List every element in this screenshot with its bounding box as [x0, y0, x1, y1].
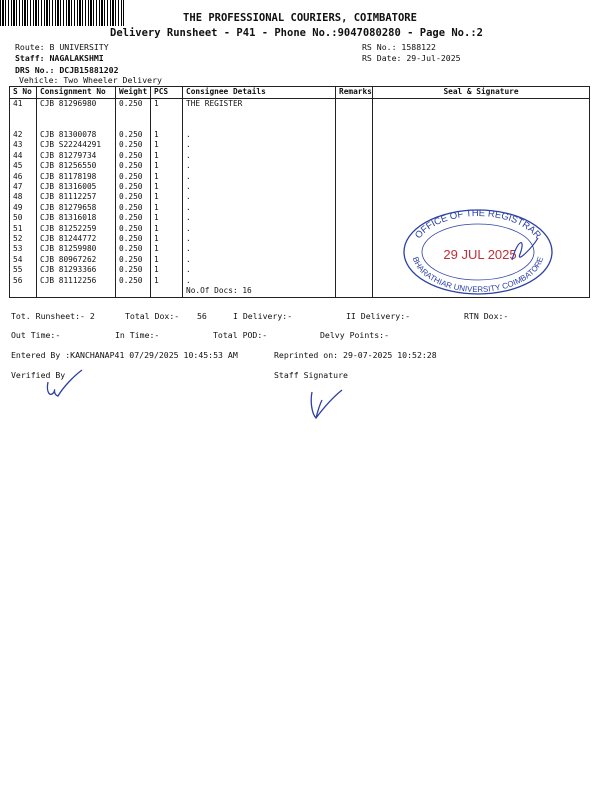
cell-remarks [336, 172, 373, 182]
total-pod: Total POD:- [213, 330, 268, 340]
rtn-dox: RTN Dox:- [464, 311, 509, 321]
cell-weight: 0.250 [116, 161, 151, 171]
cell-seal-signature [373, 192, 590, 202]
cell-pcs: 1 [151, 213, 183, 223]
cell-weight: 0.250 [116, 265, 151, 275]
cell-remarks [336, 99, 373, 131]
col-pcs: PCS [151, 87, 183, 99]
cell-blank [151, 286, 183, 297]
table-row [10, 172, 590, 182]
table-row [10, 99, 590, 131]
cell-pcs: 1 [151, 265, 183, 275]
cell-consignment-no: CJB 81112257 [37, 192, 116, 202]
col-consignee: Consignee Details [183, 87, 336, 99]
cell-sno: 52 [10, 234, 37, 244]
cell-consignment-no: CJB 81279734 [37, 151, 116, 161]
cell-remarks [336, 130, 373, 140]
no-of-docs: No.Of Docs: 16 [183, 286, 336, 297]
col-seal-signature: Seal & Signature [373, 87, 590, 99]
cell-pcs: 1 [151, 234, 183, 244]
cell-weight: 0.250 [116, 276, 151, 286]
cell-weight: 0.250 [116, 244, 151, 254]
cell-seal-signature [373, 151, 590, 161]
cell-blank [37, 286, 116, 297]
cell-seal-signature [373, 161, 590, 171]
cell-sno: 50 [10, 213, 37, 223]
cell-consignee-details: . [183, 265, 336, 275]
cell-consignment-no: CJB 80967262 [37, 255, 116, 265]
cell-consignment-no: CJB S22244291 [37, 140, 116, 150]
cell-sno: 43 [10, 140, 37, 150]
col-remarks: Remarks [336, 87, 373, 99]
staff-signature-label: Staff Signature [274, 370, 348, 380]
cell-pcs: 1 [151, 172, 183, 182]
verified-by-signature [38, 366, 86, 402]
cell-pcs: 1 [151, 203, 183, 213]
cell-weight: 0.250 [116, 213, 151, 223]
total-dox-value: 56 [197, 311, 207, 321]
cell-seal-signature [373, 140, 590, 150]
cell-sno: 51 [10, 224, 37, 234]
cell-sno: 54 [10, 255, 37, 265]
cell-consignee-details: . [183, 276, 336, 286]
cell-pcs: 1 [151, 276, 183, 286]
cell-consignment-no: CJB 81178198 [37, 172, 116, 182]
cell-remarks [336, 161, 373, 171]
cell-remarks [336, 244, 373, 254]
cell-pcs: 1 [151, 244, 183, 254]
cell-consignment-no: CJB 81279658 [37, 203, 116, 213]
cell-consignment-no: CJB 81244772 [37, 234, 116, 244]
cell-consignee-details: . [183, 172, 336, 182]
drs-number: DRS No.: DCJB15881202 [15, 65, 119, 75]
cell-consignment-no: CJB 81112256 [37, 276, 116, 286]
cell-blank [10, 286, 37, 297]
cell-consignment-no: CJB 81300078 [37, 130, 116, 140]
i-delivery: I Delivery:- [233, 311, 293, 321]
cell-sno: 46 [10, 172, 37, 182]
entered-by: Entered By :KANCHANAP41 07/29/2025 10:45:53 AM [11, 350, 238, 360]
cell-consignment-no: CJB 81316005 [37, 182, 116, 192]
cell-consignee-details: . [183, 224, 336, 234]
cell-remarks [336, 140, 373, 150]
cell-sno: 49 [10, 203, 37, 213]
rs-date: RS Date: 29-Jul-2025 [362, 53, 461, 63]
cell-remarks [336, 182, 373, 192]
cell-consignment-no: CJB 81252259 [37, 224, 116, 234]
cell-remarks [336, 213, 373, 223]
cell-sno: 55 [10, 265, 37, 275]
staff-signature [300, 384, 348, 424]
cell-seal-signature [373, 99, 590, 131]
stamp-top-text: OFFICE OF THE REGISTRAR [413, 208, 544, 241]
table-row [10, 130, 590, 140]
vehicle-label: Vehicle: Two Wheeler Delivery [19, 75, 162, 85]
cell-consignee-details: . [183, 151, 336, 161]
rs-number: RS No.: 1588122 [362, 42, 436, 52]
total-dox-label: Total Dox:- [125, 311, 180, 321]
ii-delivery: II Delivery:- [346, 311, 411, 321]
cell-blank [336, 286, 373, 297]
cell-pcs: 1 [151, 224, 183, 234]
cell-seal-signature [373, 172, 590, 182]
cell-pcs: 1 [151, 255, 183, 265]
cell-weight: 0.250 [116, 99, 151, 131]
reprinted-on: Reprinted on: 29-07-2025 10:52:28 [274, 350, 437, 360]
route-label: Route: B UNIVERSITY [15, 42, 109, 52]
cell-remarks [336, 276, 373, 286]
cell-consignee-details: . [183, 130, 336, 140]
cell-consignee-details: . [183, 244, 336, 254]
cell-consignee-details: . [183, 140, 336, 150]
cell-consignee-details: . [183, 182, 336, 192]
cell-consignee-details: . [183, 161, 336, 171]
table-header-row [10, 87, 590, 99]
runsheet-subtitle: Delivery Runsheet - P41 - Phone No.:9047080280 - Page No.:2 [110, 27, 483, 39]
cell-sno: 45 [10, 161, 37, 171]
cell-consignment-no: CJB 81256550 [37, 161, 116, 171]
table-row [10, 192, 590, 202]
cell-sno: 42 [10, 130, 37, 140]
cell-consignment-no: CJB 81293366 [37, 265, 116, 275]
cell-consignee-details: THE REGISTER [183, 99, 336, 131]
cell-pcs: 1 [151, 192, 183, 202]
col-weight: Weight [116, 87, 151, 99]
table-row [10, 151, 590, 161]
cell-weight: 0.250 [116, 192, 151, 202]
cell-weight: 0.250 [116, 172, 151, 182]
table-row [10, 161, 590, 171]
cell-remarks [336, 192, 373, 202]
cell-pcs: 1 [151, 182, 183, 192]
stamp-date: 29 JUL 2025 [443, 247, 517, 262]
cell-consignment-no: CJB 81259980 [37, 244, 116, 254]
cell-consignee-details: . [183, 255, 336, 265]
out-time: Out Time:- [11, 330, 61, 340]
cell-weight: 0.250 [116, 151, 151, 161]
cell-sno: 44 [10, 151, 37, 161]
cell-remarks [336, 234, 373, 244]
cell-consignment-no: CJB 81296980 [37, 99, 116, 131]
cell-seal-signature [373, 130, 590, 140]
delvy-points: Delvy Points:- [320, 330, 390, 340]
cell-consignee-details: . [183, 203, 336, 213]
table-row [10, 140, 590, 150]
cell-pcs: 1 [151, 130, 183, 140]
cell-sno: 56 [10, 276, 37, 286]
cell-weight: 0.250 [116, 203, 151, 213]
cell-sno: 48 [10, 192, 37, 202]
cell-weight: 0.250 [116, 182, 151, 192]
cell-remarks [336, 151, 373, 161]
table-row [10, 182, 590, 192]
verified-by-label: Verified By [11, 370, 66, 380]
cell-weight: 0.250 [116, 130, 151, 140]
staff-label: Staff: NAGALAKSHMI [15, 53, 104, 63]
cell-weight: 0.250 [116, 234, 151, 244]
in-time: In Time:- [115, 330, 160, 340]
cell-remarks [336, 224, 373, 234]
cell-sno: 53 [10, 244, 37, 254]
company-name: THE PROFESSIONAL COURIERS, COIMBATORE [183, 12, 417, 24]
cell-consignee-details: . [183, 192, 336, 202]
cell-pcs: 1 [151, 161, 183, 171]
cell-blank [116, 286, 151, 297]
cell-consignee-details: . [183, 213, 336, 223]
cell-consignee-details: . [183, 234, 336, 244]
cell-remarks [336, 255, 373, 265]
col-consignment: Consignment No [37, 87, 116, 99]
cell-consignment-no: CJB 81316018 [37, 213, 116, 223]
cell-pcs: 1 [151, 151, 183, 161]
university-stamp [400, 208, 554, 296]
cell-remarks [336, 203, 373, 213]
cell-seal-signature [373, 182, 590, 192]
cell-sno: 47 [10, 182, 37, 192]
cell-pcs: 1 [151, 99, 183, 131]
cell-remarks [336, 265, 373, 275]
cell-pcs: 1 [151, 140, 183, 150]
stamp-bottom-text: BHARATHIAR UNIVERSITY COIMBATORE [410, 255, 546, 295]
col-sno: S No [10, 87, 37, 99]
cell-weight: 0.250 [116, 224, 151, 234]
total-runsheet: Tot. Runsheet:- 2 [11, 311, 95, 321]
cell-weight: 0.250 [116, 140, 151, 150]
cell-sno: 41 [10, 99, 37, 131]
cell-weight: 0.250 [116, 255, 151, 265]
